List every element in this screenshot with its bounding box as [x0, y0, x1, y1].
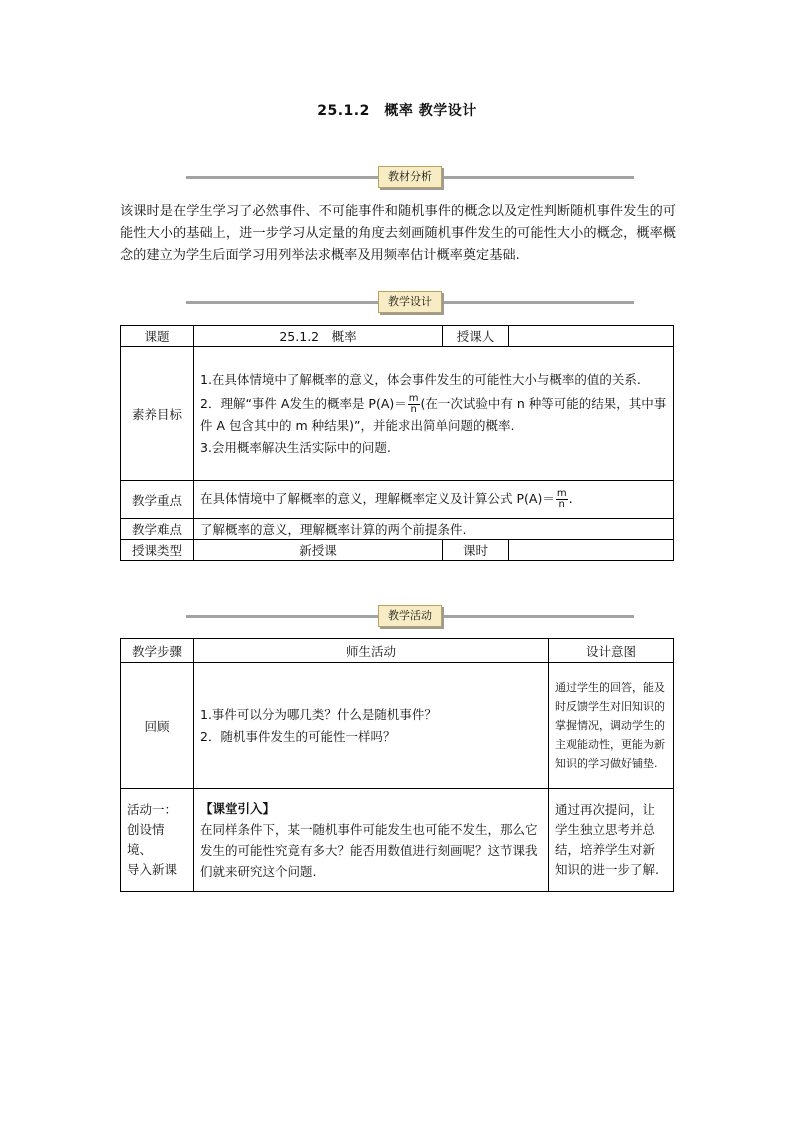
fraction-m-over-n: [408, 394, 420, 415]
row2-activity: [194, 789, 549, 892]
design-table: [120, 325, 674, 561]
type-value: 新授课: [194, 540, 443, 561]
page-title: 25.1.2 概率 教学设计: [317, 103, 477, 119]
section-label: 教学活动: [378, 605, 442, 627]
header-step: 教学步骤: [121, 639, 194, 663]
goal-1: 1.在具体情境中了解概率的意义，体会事件发生的可能性大小与概率的值的关系.: [200, 371, 641, 387]
section-header-design: [186, 291, 634, 315]
fraction-denominator: n: [558, 499, 565, 510]
row2-step-line: 导入新课: [127, 862, 178, 877]
goals-label: 素养目标: [121, 347, 194, 481]
difficulty-value: 了解概率的意义，理解概率计算的两个前提条件.: [194, 519, 674, 540]
section-label: 教学设计: [378, 291, 442, 313]
intro-content: 在同样条件下，某一随机事件可能发生也可能不发生，那么它发生的可能性究竟有多大？能否用数值进行刻画呢？这节课我们就来研究这个问题.: [200, 822, 538, 879]
focus-text: 在具体情境中了解概率的意义，理解概率定义及计算公式 P(A)＝: [200, 491, 555, 506]
focus-label: 教学重点: [121, 481, 194, 519]
header-intent: 设计意图: [549, 639, 674, 663]
difficulty-label: 教学难点: [121, 519, 194, 540]
goals-cell: [194, 347, 674, 481]
hours-label: 课时: [443, 540, 509, 561]
analysis-paragraph: 该课时是在学生学习了必然事件、不可能事件和随机事件的概念以及定性判断随机事件发生的可能性大小的基础上，进一步学习从定量的角度去刻画随机事件发生的可能性大小的概念，概率概念的建立为学生后面学习用列举法求概率及用频率估计概率奠定基础.: [120, 204, 676, 263]
topic-value: 25.1.2 概率: [194, 326, 443, 347]
goal-2-text: 2．理解“事件 A发生的概率是 P(A)＝: [200, 395, 407, 411]
hours-value: [509, 540, 674, 561]
fraction-denominator: n: [410, 403, 417, 415]
goal-3: 3.会用概率解决生活实际中的问题.: [200, 439, 391, 455]
fraction-numerator: m: [408, 392, 419, 404]
row2-step-line: 活动一：: [127, 802, 178, 817]
teacher-label: 授课人: [443, 326, 509, 347]
row2-step-line: 创设情境、: [127, 822, 165, 857]
review-question-1: 1.事件可以分为哪几类？什么是随机事件？: [200, 706, 437, 722]
review-question-2: 2．随机事件发生的可能性一样吗？: [200, 728, 396, 744]
fraction-numerator: m: [556, 488, 567, 499]
header-activity: 师生活动: [194, 639, 549, 663]
row1-intent: 通过学生的回答，能及时反馈学生对旧知识的掌握情况，调动学生的主观能动性，更能为新知识的学习做好铺垫.: [549, 663, 674, 789]
goal-2-text-cont: (在一次试验中有 n 种等可能的结果，其中事件 A 包含其中的 m 种结果)”，并能求出简单问题的概率.: [200, 395, 667, 433]
focus-cell: [194, 481, 674, 519]
topic-label: 课题: [121, 326, 194, 347]
row2-intent: 通过再次提问，让学生独立思考并总结，培养学生对新知识的进一步了解.: [549, 789, 674, 892]
section-header-analysis: [186, 166, 634, 190]
row1-step: 回顾: [121, 663, 194, 789]
activity-table: [120, 638, 674, 892]
section-label: 教材分析: [378, 166, 442, 188]
section-header-activity: [186, 605, 634, 629]
teacher-value: [509, 326, 674, 347]
focus-text-end: .: [568, 491, 573, 506]
row2-step: [121, 789, 194, 892]
type-label: 授课类型: [121, 540, 194, 561]
row1-activity: [194, 663, 549, 789]
intro-heading: 【课堂引入】: [200, 801, 276, 816]
goal-2: [200, 393, 667, 437]
fraction-m-over-n: [556, 489, 568, 510]
